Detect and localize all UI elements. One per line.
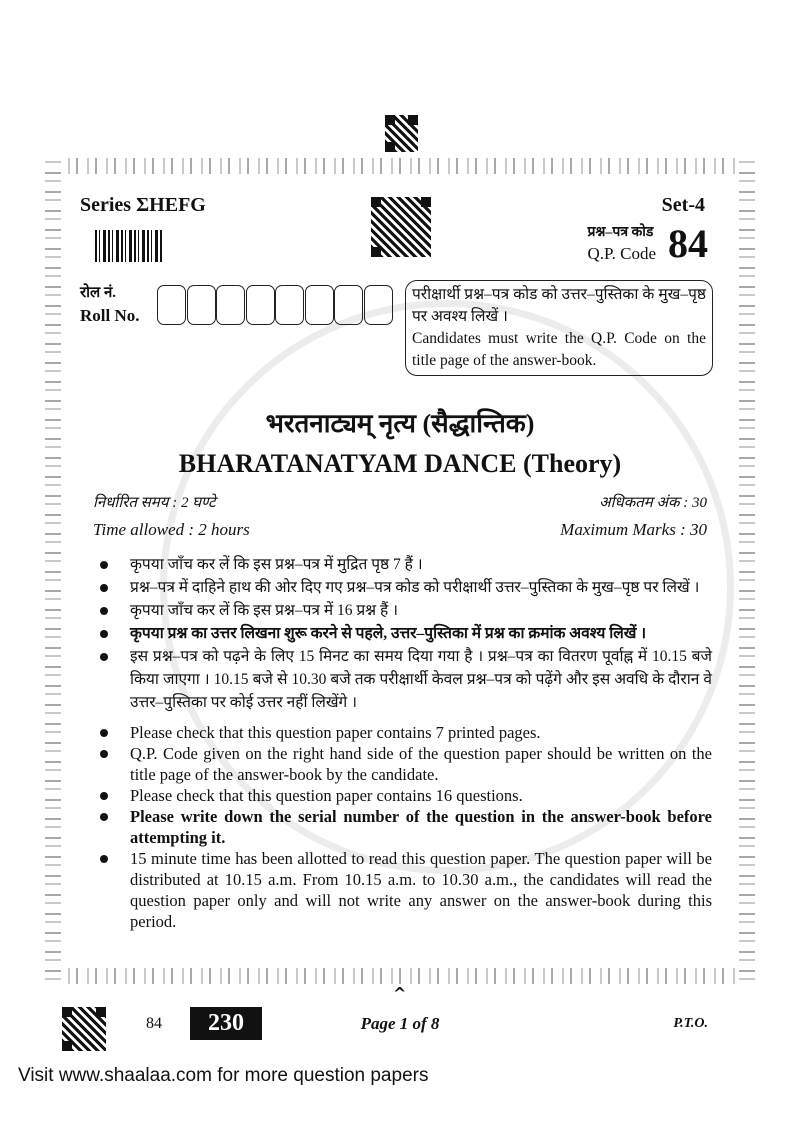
bullet-icon — [100, 792, 108, 800]
qp-code-notice — [405, 280, 713, 376]
roll-box-6[interactable] — [305, 285, 334, 325]
roll-box-5[interactable] — [275, 285, 304, 325]
datamatrix-code — [60, 1005, 108, 1053]
notice-en: Candidates must write the Q.P. Code on the title page of the answer-book. — [412, 330, 706, 369]
border-bottom — [45, 968, 755, 984]
footer-number: 230 — [190, 1007, 262, 1040]
instruction-en-2: Q.P. Code given on the right hand side of the question paper should be written on the title page of the answer-book by the candidate. — [130, 744, 712, 784]
bullet-icon — [100, 653, 108, 661]
qp-code-label-en: Q.P. Code — [587, 244, 656, 263]
instruction-hi-item — [98, 553, 712, 576]
instruction-hi-1: कृपया जाँच कर लें कि इस प्रश्न–पत्र में मुद्रित पृष्ठ 7 हैं । — [130, 556, 423, 573]
instruction-hi-item — [98, 599, 712, 622]
bullet-icon — [100, 813, 108, 821]
roll-box-2[interactable] — [187, 285, 216, 325]
title-english: BHARATANATYAM DANCE (Theory) — [178, 449, 622, 478]
instruction-en-item — [98, 806, 712, 848]
time-en: Time allowed : 2 hours — [93, 520, 250, 539]
roll-box-1[interactable] — [157, 285, 186, 325]
caret-mark: ^ — [393, 984, 407, 1003]
instruction-hi-3: कृपया जाँच कर लें कि इस प्रश्न–पत्र में 16 प्रश्न हैं । — [130, 602, 398, 619]
instruction-en-1: Please check that this question paper contains 7 printed pages. — [130, 723, 541, 742]
footer-code: 84 — [146, 1015, 162, 1032]
instruction-hi-item — [98, 622, 712, 645]
qp-code-label-hi: प्रश्न–पत्र कोड — [587, 225, 654, 240]
instruction-hi-5: इस प्रश्न–पत्र को पढ़ने के लिए 15 मिनट का समय दिया गया है । प्रश्न–पत्र का वितरण पूर्वाह्न में 10.15 बजे किया जाएगा । 10.15 बजे से 10.30 बजे तक परीक्षार्थी केवल प्रश्न–पत्र को पढ़ेंगे और इस अवधि के दौरान वे उत्तर–पुस्तिका पर कोई उत्तर नहीं लिखेंगे । — [130, 648, 712, 711]
instruction-hi-item — [98, 645, 712, 714]
marks-en: Maximum Marks : 30 — [560, 520, 707, 539]
pto-label: P.T.O. — [673, 1016, 708, 1031]
qp-code-labels — [588, 223, 656, 265]
roll-box-8[interactable] — [364, 285, 393, 325]
instruction-hi-4: कृपया प्रश्न का उत्तर लिखना शुरू करने से पहले, उत्तर–पुस्तिका में प्रश्न का क्रमांक अवश्य लिखें । — [130, 625, 647, 642]
bullet-icon — [100, 750, 108, 758]
instruction-hi-item — [98, 576, 712, 599]
top-qr-code — [383, 113, 420, 154]
roll-box-3[interactable] — [216, 285, 245, 325]
promo-link[interactable]: Visit www.shaalaa.com for more question papers — [18, 1065, 429, 1086]
qr-code — [369, 195, 433, 259]
page-number: Page 1 of 8 — [360, 1014, 440, 1033]
instruction-hi-2: प्रश्न–पत्र में दाहिने हाथ की ओर दिए गए प्रश्न–पत्र कोड को परीक्षार्थी उत्तर–पुस्तिका के मुख–पृष्ठ पर लिखें । — [130, 579, 700, 596]
bullet-icon — [100, 607, 108, 615]
instruction-en-item — [98, 743, 712, 785]
bullet-icon — [100, 561, 108, 569]
instruction-en-item — [98, 785, 712, 806]
marks-hi: अधिकतम अंक : 30 — [599, 495, 707, 511]
border-top — [45, 158, 755, 174]
qp-code-block — [588, 222, 708, 266]
roll-label-hi: रोल नं. — [80, 285, 117, 301]
roll-box-7[interactable] — [334, 285, 363, 325]
border-right — [739, 158, 755, 984]
barcode — [95, 230, 163, 262]
set-label: Set-4 — [661, 194, 705, 216]
bullet-icon — [100, 630, 108, 638]
bullet-icon — [100, 855, 108, 863]
series-label: Series ΣHEFG — [80, 194, 206, 216]
title-hindi: भरतनाट्यम् नृत्य (सैद्धान्तिक) — [265, 409, 535, 438]
instruction-en-item — [98, 848, 712, 932]
instruction-en-4: Please write down the serial number of the question in the answer-book before attempting it. — [130, 807, 712, 847]
instructions — [98, 553, 712, 932]
bullet-icon — [100, 729, 108, 737]
notice-hi: परीक्षार्थी प्रश्न–पत्र कोड को उत्तर–पुस्तिका के मुख–पृष्ठ पर अवश्य लिखें । — [412, 286, 706, 325]
border-left — [45, 158, 61, 984]
instruction-en-3: Please check that this question paper contains 16 questions. — [130, 786, 523, 805]
instruction-en-item — [98, 722, 712, 743]
qp-code: 84 — [668, 221, 708, 266]
instruction-en-5: 15 minute time has been allotted to read this question paper. The question paper will be distributed at 10.15 a.m. From 10.15 a.m. to 10.30 a.m., the candidates will read the question paper only and will not write any answer on the answer-book during this period. — [130, 849, 712, 931]
roll-label-en: Roll No. — [80, 306, 140, 325]
roll-box-4[interactable] — [246, 285, 275, 325]
time-hi: निर्धारित समय : 2 घण्टे — [93, 495, 216, 511]
bullet-icon — [100, 584, 108, 592]
